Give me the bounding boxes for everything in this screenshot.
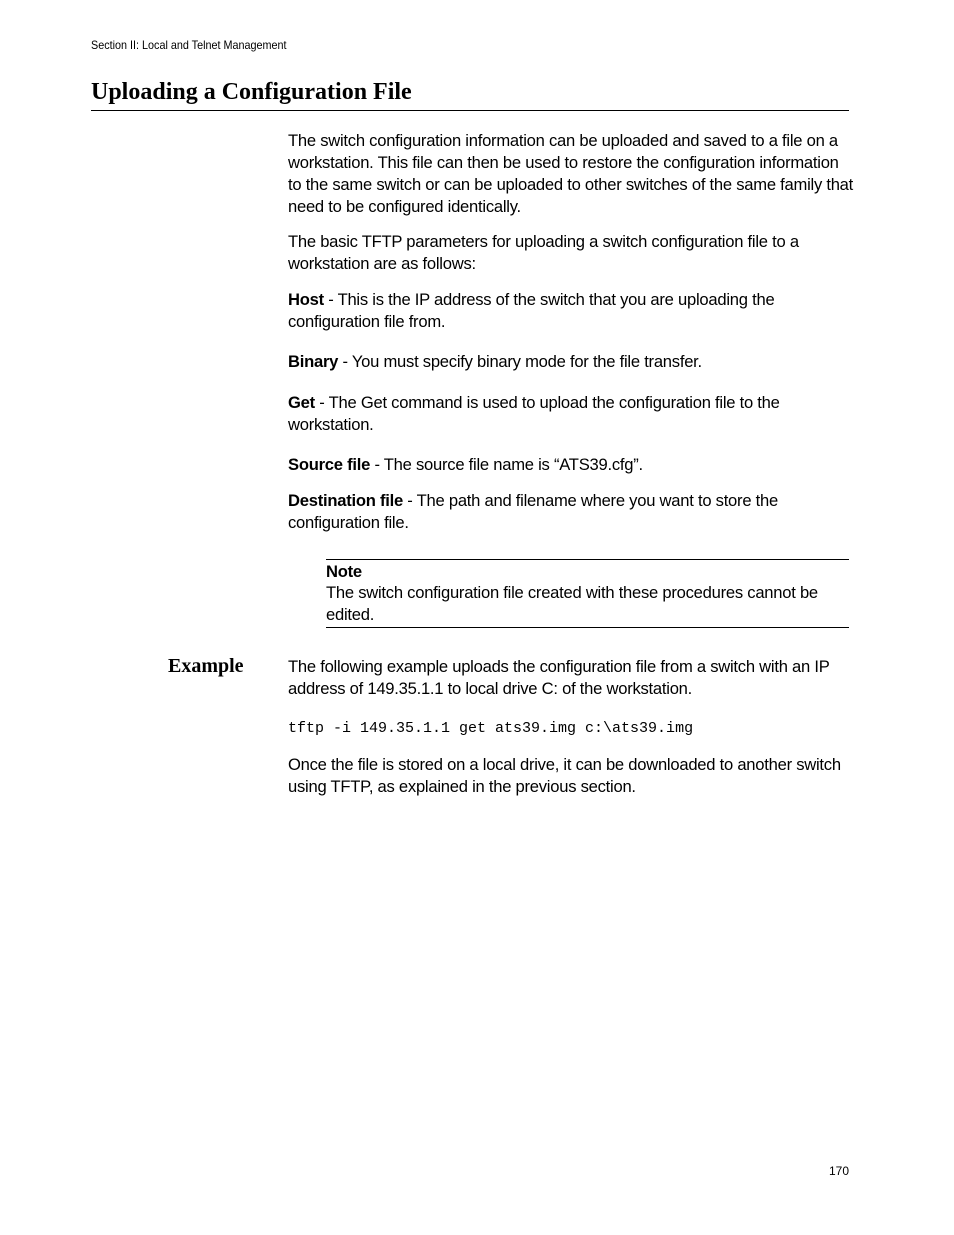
params-intro-text: The basic TFTP parameters for uploading a switch configuration file to a workstation are as follows: <box>288 232 799 273</box>
param-source-file <box>288 454 854 476</box>
param-term: Host <box>288 290 324 309</box>
param-host <box>288 289 854 333</box>
param-binary <box>288 351 854 373</box>
param-term: Get <box>288 393 315 412</box>
params-intro-paragraph <box>288 231 854 275</box>
example-text: The following example uploads the configuration file from a switch with an IP address of 149.35.1.1 to local drive C: of the workstation. <box>288 657 830 698</box>
page-number: 170 <box>829 1164 850 1178</box>
note-text: The switch configuration file created with these procedures cannot be edited. <box>326 583 818 624</box>
param-description: - The path and filename where you want to store the configuration file. <box>288 491 778 532</box>
param-term: Destination file <box>288 491 403 510</box>
example-heading: Example <box>168 655 244 677</box>
example-paragraph <box>288 656 854 700</box>
param-description: - You must specify binary mode for the file transfer. <box>338 352 702 371</box>
closing-paragraph <box>288 754 854 798</box>
param-term: Binary <box>288 352 339 371</box>
param-description: - This is the IP address of the switch that you are uploading the configuration file from. <box>288 290 775 331</box>
param-term: Source file <box>288 455 371 474</box>
intro-text: The switch configuration information can be uploaded and saved to a file on a workstation. This file can then be used to restore the configuration information to the same switch or can be uploaded to other switches of the same family that need to be configured identically. <box>288 131 854 216</box>
note-title: Note <box>326 562 362 581</box>
closing-text: Once the file is stored on a local drive, it can be downloaded to another switch using TFTP, as explained in the previous section. <box>288 755 841 796</box>
param-destination-file <box>288 490 854 534</box>
param-get <box>288 392 854 436</box>
intro-paragraph <box>288 130 854 218</box>
param-description: - The source file name is “ATS39.cfg”. <box>370 455 643 474</box>
running-header: Section II: Local and Telnet Management <box>91 38 287 52</box>
command-example: tftp -i 149.35.1.1 get ats39.img c:\ats39.img <box>288 720 694 737</box>
note-box <box>326 559 849 628</box>
param-description: - The Get command is used to upload the configuration file to the workstation. <box>288 393 780 434</box>
page-title: Uploading a Configuration File <box>91 76 849 111</box>
